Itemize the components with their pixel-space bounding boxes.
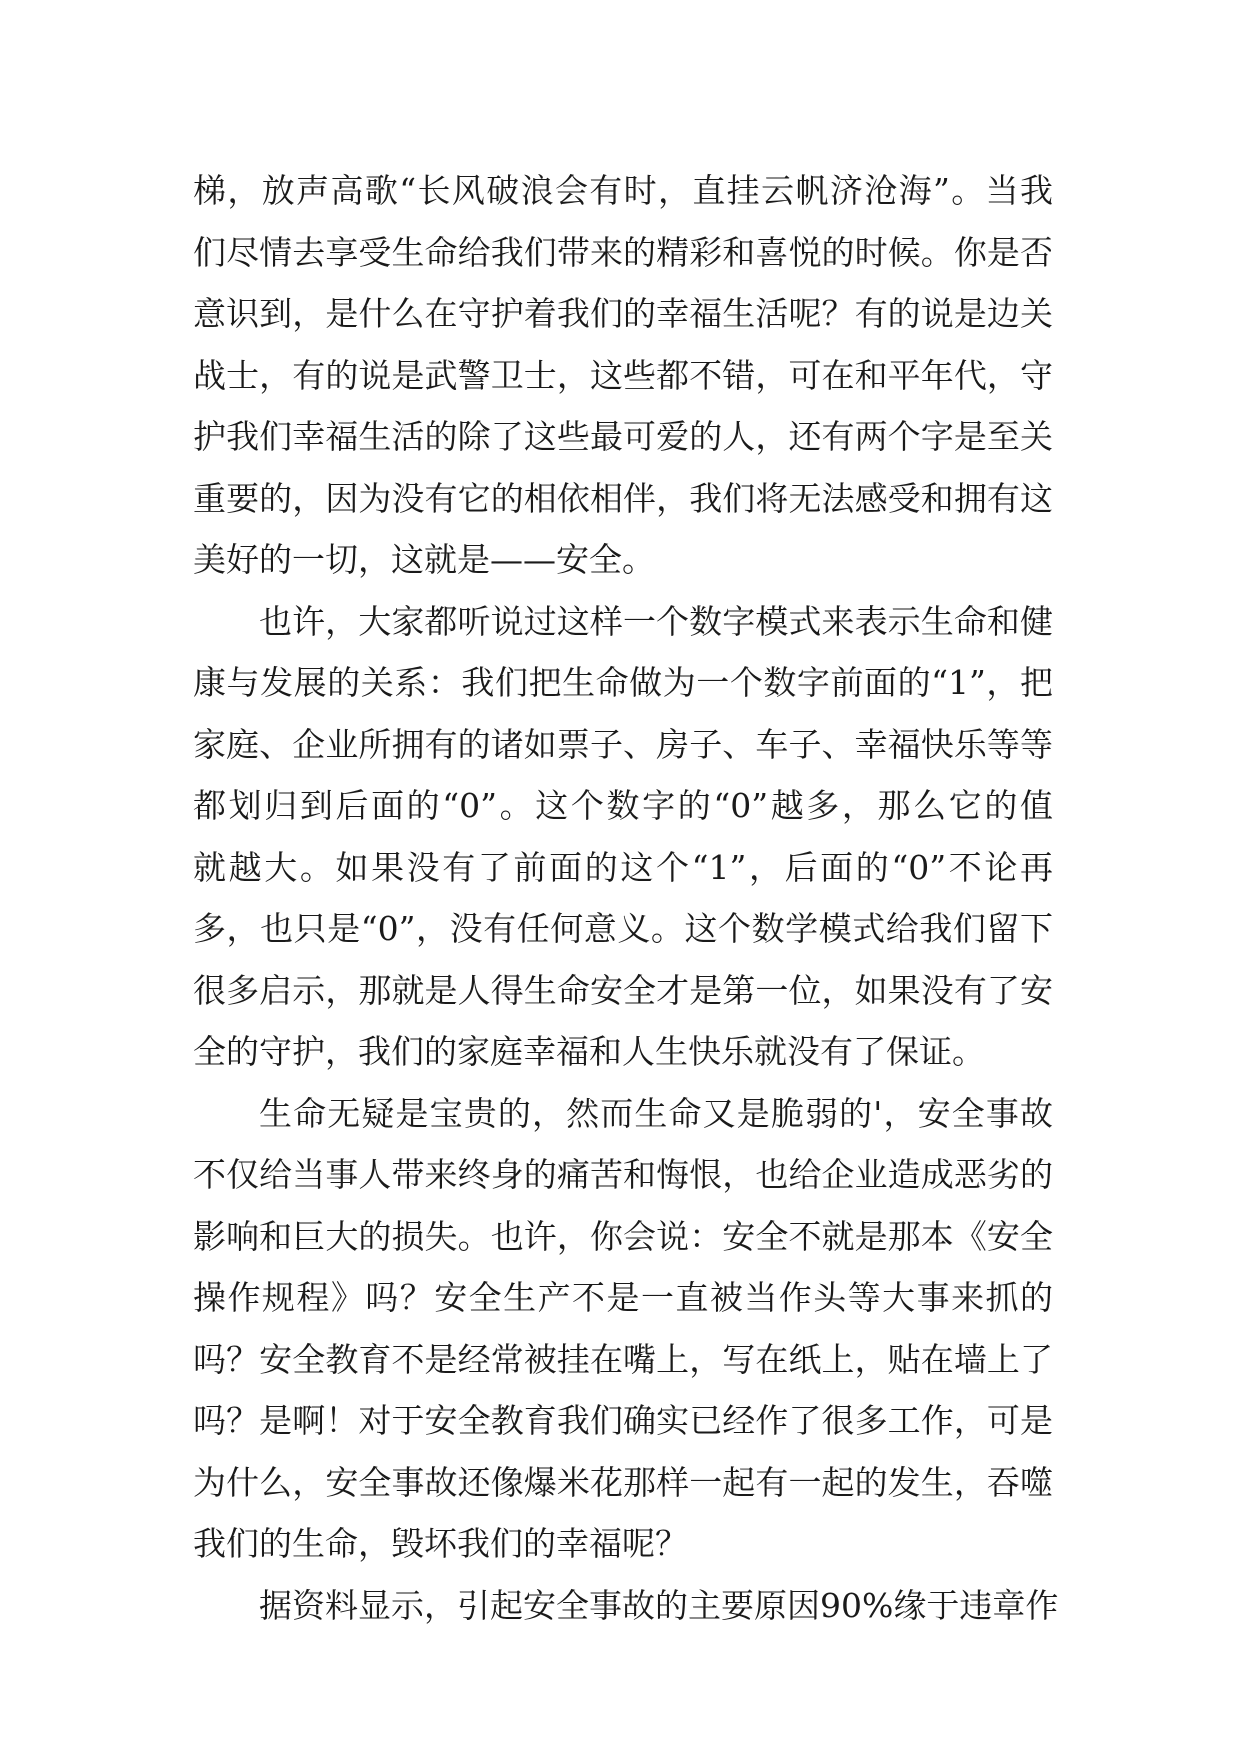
text-line: 吗？安全教育不是经常被挂在嘴上，写在纸上，贴在墙上了	[193, 1339, 1053, 1379]
text-line: 战士，有的说是武警卫士，这些都不错，可在和平年代，守	[193, 355, 1053, 395]
paragraph	[193, 1083, 1053, 1575]
text-line: 意识到，是什么在守护着我们的幸福生活呢？有的说是边关	[193, 294, 1053, 333]
text-line: 很多启示，那就是人得生命安全才是第一位，如果没有了安	[193, 970, 1053, 1010]
text-line: 们尽情去享受生命给我们带来的精彩和喜悦的时候。你是否	[193, 232, 1053, 272]
text-line: 康与发展的关系：我们把生命做为一个数字前面的“1”，把	[193, 663, 1053, 702]
text-line: 也许，大家都听说过这样一个数字模式来表示生命和健	[259, 601, 1053, 641]
text-line: 生命无疑是宝贵的，然而生命又是脆弱的'，安全事故	[259, 1093, 1053, 1133]
text-line: 我们的生命，毁坏我们的幸福呢？	[193, 1524, 688, 1563]
paragraph	[193, 591, 1053, 1083]
text-line: 不仅给当事人带来终身的痛苦和悔恨，也给企业造成恶劣的	[193, 1155, 1053, 1194]
text-line: 多，也只是“0”，没有任何意义。这个数学模式给我们留下	[193, 909, 1053, 948]
text-line: 重要的，因为没有它的相依相伴，我们将无法感受和拥有这	[193, 478, 1053, 518]
text-line: 为什么，安全事故还像爆米花那样一起有一起的发生，吞噬	[193, 1462, 1053, 1502]
body-text	[193, 160, 1059, 1636]
text-line: 护我们幸福生活的除了这些最可爱的人，还有两个字是至关	[193, 417, 1053, 456]
text-line: 吗？是啊！对于安全教育我们确实已经作了很多工作，可是	[193, 1401, 1053, 1440]
text-line: 全的守护，我们的家庭幸福和人生快乐就没有了保证。	[193, 1032, 985, 1071]
text-line: 美好的一切，这就是——安全。	[193, 540, 655, 579]
text-line: 家庭、企业所拥有的诸如票子、房子、车子、幸福快乐等等	[193, 724, 1053, 764]
text-line: 据资料显示，引起安全事故的主要原因90%缘于违章作	[259, 1585, 1059, 1625]
paragraph	[193, 160, 1053, 591]
text-line: 就越大。如果没有了前面的这个“1”，后面的“0”不论再	[193, 847, 1053, 887]
text-line: 影响和巨大的损失。也许，你会说：安全不就是那本《安全	[193, 1216, 1053, 1256]
paragraph	[193, 1575, 1059, 1637]
text-line: 都划归到后面的“0”。这个数字的“0”越多，那么它的值	[193, 786, 1053, 825]
text-line: 梯，放声高歌“长风破浪会有时，直挂云帆济沧海”。当我	[193, 171, 1053, 210]
text-line: 操作规程》吗？安全生产不是一直被当作头等大事来抓的	[193, 1278, 1053, 1317]
